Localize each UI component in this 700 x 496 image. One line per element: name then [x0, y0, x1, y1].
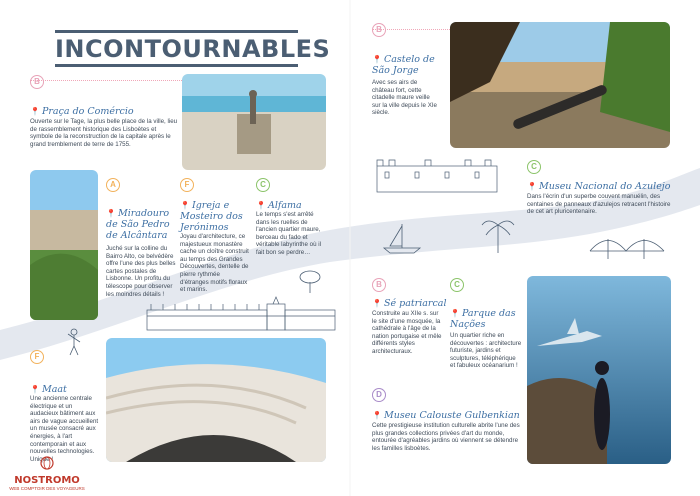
badge-b: B [372, 23, 386, 37]
photo-castelo [450, 22, 670, 148]
location-pin-icon: 📍 [372, 411, 382, 420]
place-desc-maat: Une ancienne centrale électrique et un audacieux bâtiment aux airs de vague accueillent un musée consacré aux énergies, à l'art contemporain et aux nouvelles technologies. Unique ! [30, 395, 99, 463]
place-title-parque [450, 308, 522, 330]
place-desc-se: Construite au XIIe s. sur le site d'une mosquée, la cathédrale à l'âge de la nation portugaise et mêle différents styles architecturaux. [372, 310, 442, 355]
bridge-illustration [588, 225, 666, 261]
place-desc-parque: Un quartier riche en découvertes : architecture futuriste, jardins et sculptures, téléphérique et fabuleux océanarium ! [450, 332, 522, 370]
person-illustration [66, 328, 82, 356]
globe-icon [36, 456, 58, 470]
place-title-praca [30, 106, 190, 117]
location-pin-icon: 📍 [372, 299, 382, 308]
location-pin-icon: 📍 [527, 182, 537, 191]
place-desc-miradouro: Juché sur la colline du Bairro Alto, ce belvédère offre l'une des plus belles cartes postales de Lisbonne. Un profitu du télescope pour observer les moindres détails ! [106, 245, 176, 298]
place-desc-gulbenkian: Cette prestigieuse institution culturelle abrite l'une des plus grandes collections privées d'art du monde, entourée d'agréables jardins où viennent se détendre les familles lisboètes. [372, 422, 520, 452]
place-desc-azulejo: Dans l'écrin d'un superbe couvent manuélin, des centaines de panneaux d'azulejos retracent l'histoire de cet art pluricentenaire. [527, 193, 671, 216]
place-desc-praca: Ouverte sur le Tage, la plus belle place de la ville, lieu de rassemblement historique des Lisboètes et symbole de la reconstruction de la capitale après le grand tremblement de terre de 1755. [30, 118, 178, 148]
place-desc-igreja: Joyau d'architecture, ce majestueux monastère cache un cloître construit au temps des Grandes Découvertes, dentelle de pierre rythmée d'étranges motifs floraux et marins. [180, 233, 249, 294]
place-title-maat [30, 384, 100, 395]
place-title-gulbenkian [372, 410, 522, 421]
photo-oceanarium [527, 276, 671, 464]
location-pin-icon: 📍 [372, 55, 382, 64]
palm-illustration [480, 215, 516, 255]
badge-b: B [372, 278, 386, 292]
place-title-miradouro [106, 208, 176, 241]
photo-praca [182, 74, 326, 170]
place-title-se [372, 298, 447, 309]
place-name: Alfama [267, 200, 302, 211]
location-pin-icon: 📍 [450, 309, 460, 318]
place-desc-castelo: Avec ses airs de château fort, cette citadelle maure veille sur la ville depuis le XIe siècle. [372, 79, 438, 117]
boat-illustration [380, 222, 424, 256]
badge-c: C [450, 278, 464, 292]
location-pin-icon: 📍 [256, 201, 266, 210]
title-rule-bottom [55, 64, 298, 67]
divider-dotted [372, 29, 450, 30]
place-name: Museu Nacional do Azulejo [538, 181, 671, 192]
location-pin-icon: 📍 [30, 385, 40, 394]
logo-tagline: WEB COMPTOIR DES VOYAGEURS [9, 486, 85, 491]
badge-d: D [372, 388, 386, 402]
castle-illustration [375, 158, 500, 194]
place-title-alfama [256, 200, 326, 211]
tree-illustration [295, 268, 325, 294]
badge-b: B [30, 75, 44, 89]
location-pin-icon: 📍 [30, 107, 40, 116]
photo-maat [106, 338, 326, 462]
title-rule-top [55, 30, 298, 33]
logo-name: NOSTROMO [14, 475, 80, 486]
place-name: Parque das Nações [450, 308, 516, 330]
photo-miradouro [30, 170, 98, 320]
place-name: Igreja e Mosteiro dos Jerónimos [180, 200, 243, 233]
place-name: Maat [41, 384, 67, 395]
monastery-illustration [145, 296, 340, 334]
place-name: Miradouro de São Pedro de Alcântara [106, 208, 170, 241]
place-desc-alfama: Le temps s'est arrêté dans les ruelles de l'ancien quartier maure, berceau du fado et véritable labyrinthe où il fait bon se perdre… [256, 211, 322, 256]
badge-c: C [527, 160, 541, 174]
place-title-azulejo [527, 181, 677, 192]
badge-f: F [180, 178, 194, 192]
page-title: INCONTOURNABLES [55, 35, 331, 63]
location-pin-icon: 📍 [180, 201, 190, 210]
place-name: Museu Calouste Gulbenkian [383, 410, 520, 421]
place-title-igreja [180, 200, 250, 233]
place-name: Castelo de São Jorge [372, 54, 435, 76]
divider-dotted [30, 80, 182, 81]
badge-a: A [106, 178, 120, 192]
badge-f: F [30, 350, 44, 364]
place-name: Praça do Comércio [41, 106, 134, 117]
badge-c: C [256, 178, 270, 192]
place-name: Sé patriarcal [383, 298, 447, 309]
nostromo-logo [4, 456, 90, 494]
location-pin-icon: 📍 [106, 209, 116, 218]
place-title-castelo [372, 54, 447, 76]
